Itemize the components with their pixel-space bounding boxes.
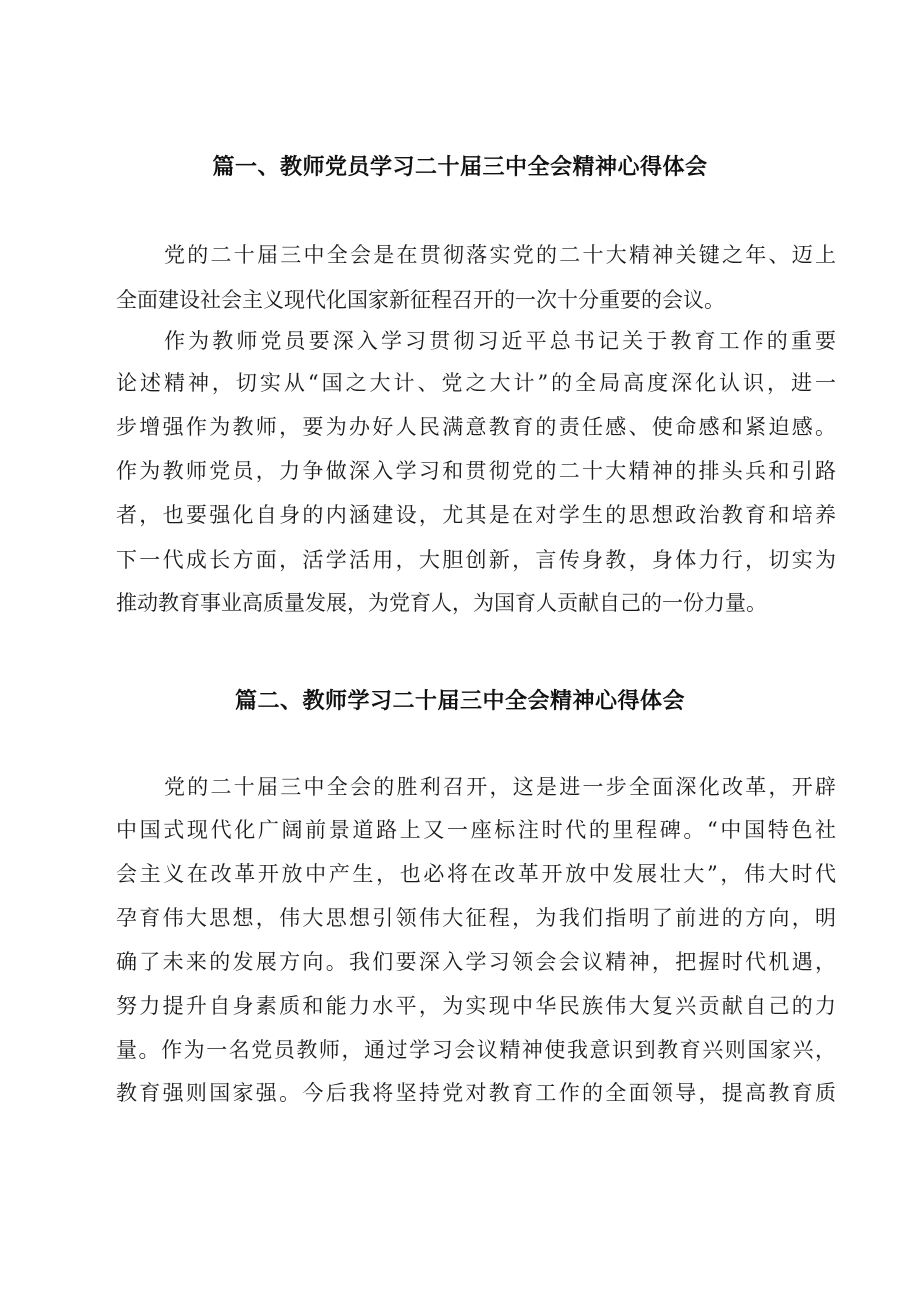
section-2-line: 教育强则国家强。今后我将坚持党对教育工作的全面领导，提高教育质	[116, 1081, 836, 1105]
section-2-line: 确了未来的发展方向。我们要深入学习领会会议精神，把握时代机遇，	[116, 950, 836, 974]
section-1-line: 论述精神，切实从“国之大计、党之大计”的全局高度深化认识，进一	[116, 371, 836, 395]
section-2-line: 孕育伟大思想，伟大思想引领伟大征程，为我们指明了前进的方向，明	[116, 906, 836, 930]
section-1-line: 全面建设社会主义现代化国家新征程召开的一次十分重要的会议。	[116, 288, 725, 312]
section-2-line: 量。作为一名党员教师，通过学习会议精神使我意识到教育兴则国家兴，	[116, 1038, 836, 1062]
section-2-line: 努力提升自身素质和能力水平，为实现中华民族伟大复兴贡献自己的力	[116, 994, 836, 1018]
section-1-line: 者，也要强化自身的内涵建设，尤其是在对学生的思想政治教育和培养	[116, 503, 836, 527]
section-2-line: 中国式现代化广阔前景道路上又一座标注时代的里程碑。“中国特色社	[116, 818, 836, 842]
section-1-line: 党的二十届三中全会是在贯彻落实党的二十大精神关键之年、迈上	[164, 243, 836, 267]
section-2-line: 会主义在改革开放中产生，也必将在改革开放中发展壮大”，伟大时代	[116, 862, 836, 886]
section-1-heading: 篇一、教师党员学习二十届三中全会精神心得体会	[212, 155, 708, 180]
section-1-line: 步增强作为教师，要为办好人民满意教育的责任感、使命感和紧迫感。	[116, 415, 836, 439]
section-2-line: 党的二十届三中全会的胜利召开，这是进一步全面深化改革，开辟	[164, 775, 836, 799]
section-1-line: 作为教师党员要深入学习贯彻习近平总书记关于教育工作的重要	[164, 329, 836, 353]
section-2-heading: 篇二、教师学习二十届三中全会精神心得体会	[234, 689, 685, 714]
section-1-line: 下一代成长方面，活学活用，大胆创新，言传身教，身体力行，切实为	[116, 548, 836, 572]
section-1-line: 作为教师党员，力争做深入学习和贯彻党的二十大精神的排头兵和引路	[116, 459, 836, 483]
section-1-line: 推动教育事业高质量发展，为党育人，为国育人贡献自己的一份力量。	[116, 591, 767, 615]
